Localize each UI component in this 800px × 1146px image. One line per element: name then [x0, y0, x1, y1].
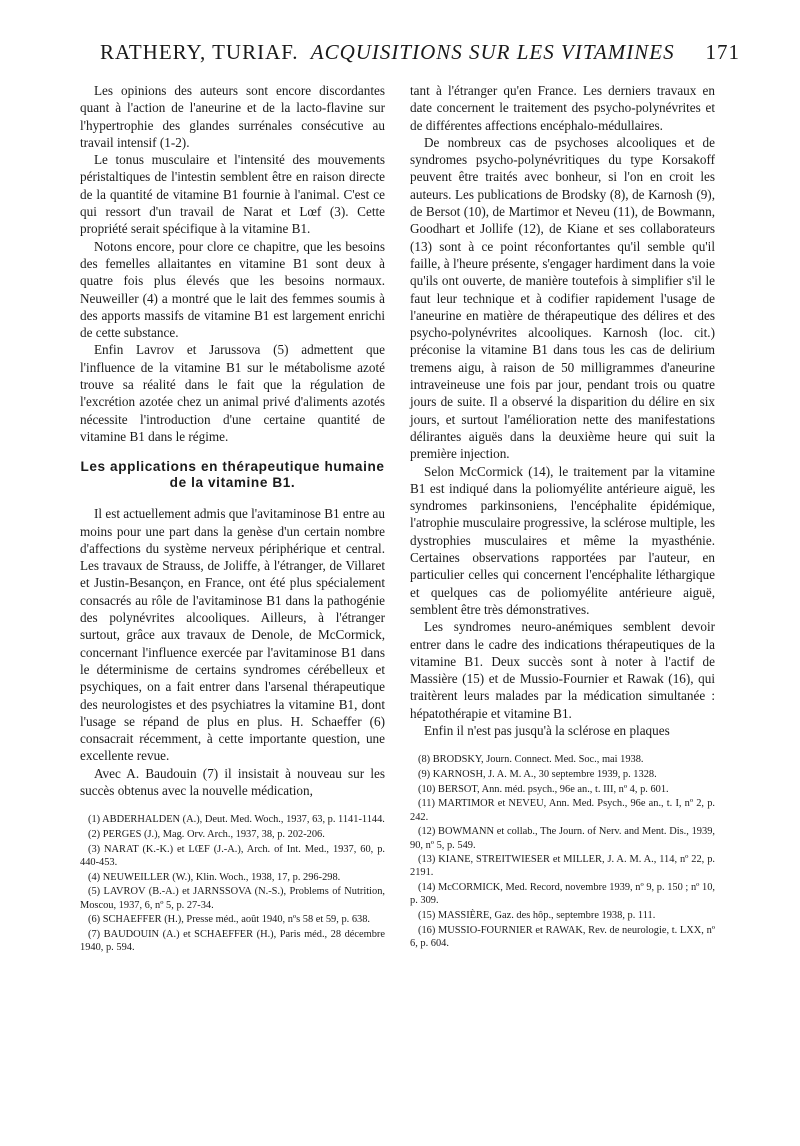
footnote: (8) BRODSKY, Journ. Connect. Med. Soc., mai 1938. — [418, 754, 644, 766]
footnote: (15) MASSIÈRE, Gaz. des hôp., septembre 1938, p. 111. — [418, 910, 656, 922]
paragraph: Enfin il n'est pas jusqu'à la sclérose en plaques — [424, 722, 670, 738]
paragraph: Selon McCormick (14), le traitement par la vitamine B1 est indiqué dans la poliomyélite antérieure aiguë, les syndromes parkinsoniens, l'encéphalite épidémique, l'atrophie musculaire progressive, la sclérose multiple, les dystrophies musculaires et même la myasthénie. Certaines observations rapportées par l'auteur, en particulier celles qui concernent l'encéphalite léthargique et quelques cas de poliomyélite antérieure aiguë, semblent être très démonstratives. — [410, 463, 715, 617]
left-column — [80, 82, 385, 954]
header-authors: RATHERY, TURIAF. — [100, 40, 299, 64]
paragraph: Il est actuellement admis que l'avitaminose B1 entre au moins pour une part dans la genèse d'un certain nombre d'affections du système nerveux périphérique et central. Les travaux de Strauss, de Joliffe, à l'étranger, de Villaret et Justin-Besançon, en France, ont été plus spécialement consacrés au rôle de l'avitaminose B1 dans la pathogénie des polynévrites alcooliques. Ailleurs, à l'étranger surtout, grâce aux travaux de Denole, de McCormick, concernant l'influence exercée par l'avitaminose B1 dans le déterminisme de certains syndromes cérébelleux et psychiques, on a fait entrer dans l'arsenal thérapeutique des neurologistes et des psychiatres la vitamine B1, dont l'usage se répand de plus en plus. H. Schaeffer (6) consacrait récemment, à cette importante question, une excellente revue. — [80, 506, 385, 764]
footnote: (7) BAUDOUIN (A.) et SCHAEFFER (H.), Paris méd., 28 décembre 1940, p. 594. — [80, 928, 385, 954]
section-heading: Les applications en thérapeutique humaine de la vitamine B1. — [80, 459, 385, 491]
footnote: (9) KARNOSH, J. A. M. A., 30 septembre 1939, p. 1328. — [418, 768, 657, 780]
page-number: 171 — [705, 40, 740, 64]
footnote: (11) MARTIMOR et NEVEU, Ann. Med. Psych., 96e an., t. I, nº 2, p. 242. — [410, 798, 715, 823]
paragraph: Avec A. Baudouin (7) il insistait à nouveau sur les succès obtenus avec la nouvelle médication, — [80, 765, 385, 798]
footnote: (10) BERSOT, Ann. méd. psych., 96e an., t. III, nº 4, p. 601. — [418, 783, 669, 795]
footnote: (6) SCHAEFFER (H.), Presse méd., août 1940, nºs 58 et 59, p. 638. — [88, 914, 371, 926]
footnote: (16) MUSSIO-FOURNIER et RAWAK, Rev. de neurologie, t. LXX, nº 6, p. 604. — [410, 924, 715, 949]
footnote: (13) KIANE, STREITWIESER et MILLER, J. A. M. A., 114, nº 22, p. 2191. — [410, 854, 715, 879]
footnote: (2) PERGES (J.), Mag. Orv. Arch., 1937, 38, p. 202-206. — [88, 828, 325, 840]
paragraph: Enfin Lavrov et Jarussova (5) admettent que l'influence de la vitamine B1 sur le métabolisme azoté trouve sa réalité dans le fait que la régulation de l'excrétion azotée chez un animal privé d'aliments azotés nécessite l'introduction d'une certaine quantité de vitamine B1 dans le régime. — [80, 342, 385, 444]
footnote: (5) LAVROV (B.-A.) et JARNSSOVA (N.-S.), Problems of Nutrition, Moscou, 1937, 6, nº 5, p. 27-34. — [80, 886, 385, 911]
footnotes-left — [80, 813, 385, 954]
footnote: (1) ABDERHALDEN (A.), Deut. Med. Woch., 1937, 63, p. 1141-1144. — [88, 814, 385, 826]
footnote: (12) BOWMANN et collab., The Journ. of Nerv. and Ment. Dis., 1939, 90, nº 5, p. 549. — [410, 826, 715, 851]
paragraph: Notons encore, pour clore ce chapitre, que les besoins des femelles allaitantes en vitamine B1 sont deux à quatre fois plus élevés que les besoins normaux. Neuweiller (4) a montré que le lait des femmes soumis à des apports massifs de vitamine B1 est largement enrichi de cette substance. — [80, 238, 385, 341]
paragraph: Les syndromes neuro-anémiques semblent devoir entrer dans le cadre des indications thérapeutiques de la vitamine B1. Deux succès sont à noter à l'actif de Massière (15) et de Mussio-Fournier et Rawak (16), qui traitèrent leurs malades par la médication simultanée : hépatothérapie et vitamine B1. — [410, 619, 715, 721]
running-header — [100, 40, 740, 74]
paragraph: Les opinions des auteurs sont encore discordantes quant à l'action de l'aneurine et de la lacto-flavine sur l'hypertrophie des glandes surrénales consécutive au travail intensif (1-2). — [80, 83, 385, 150]
header-title: ACQUISITIONS SUR LES VITAMINES — [310, 40, 675, 64]
footnote: (14) McCORMICK, Med. Record, novembre 1939, nº 9, p. 150 ; nº 10, p. 309. — [410, 882, 715, 907]
footnote: (4) NEUWEILLER (W.), Klin. Woch., 1938, 17, p. 296-298. — [88, 871, 341, 883]
right-column — [410, 82, 715, 950]
paragraph: De nombreux cas de psychoses alcooliques et de syndromes psycho-polynévritiques du type Korsakoff peuvent être traités avec bonheur, si l'on en croit les auteurs. Les publications de Brodsky (8), de Karnosh (9), de Bersot (10), de Martimor et Neveu (11), de Bowmann, Goodhart et Jollife (12), de Kiane et ses collaborateurs (13) sont à ce point réconfortantes qu'il semble qu'il faille, à l'heure présente, s'engager hardiment dans la voie qu'ils ont ouverte, de manière toutefois à simplifier s'il le faut leur technique et à codifier rapidement l'usage de l'aneurine en matière de thérapeutique des délires et des psycho-polynévrites alcooliques. Karnosh (loc. cit.) préconise la vitamine B1 dans tous les cas de delirium tremens aigu, à raison de 50 milligrammes d'aneurine intraveineuse une fois par jour, pendant trois ou quatre jours de suite. Il a observé la disparition du délire en six jours, et surtout l'amélioration nette des manifestations délirantes aiguës dans la deuxième heure qui suit la première injection. — [410, 134, 715, 462]
paragraph: tant à l'étranger qu'en France. Les derniers travaux en date concernent le traitement des psycho-polynévrites et de différentes affections encéphalo-médullaires. — [410, 83, 715, 133]
footnote: (3) NARAT (K.-K.) et LŒF (J.-A.), Arch. of Int. Med., 1937, 60, p. 440-453. — [80, 843, 385, 868]
footnotes-right — [410, 753, 715, 950]
paragraph: Le tonus musculaire et l'intensité des mouvements péristaltiques de l'intestin semblent être en raison directe de la quantité de vitamine B1 fournie à l'animal. C'est ce qui ressort d'un travail de Narat et Lœf (3). Cette propriété serait spécifique à la vitamine B1. — [80, 152, 385, 237]
